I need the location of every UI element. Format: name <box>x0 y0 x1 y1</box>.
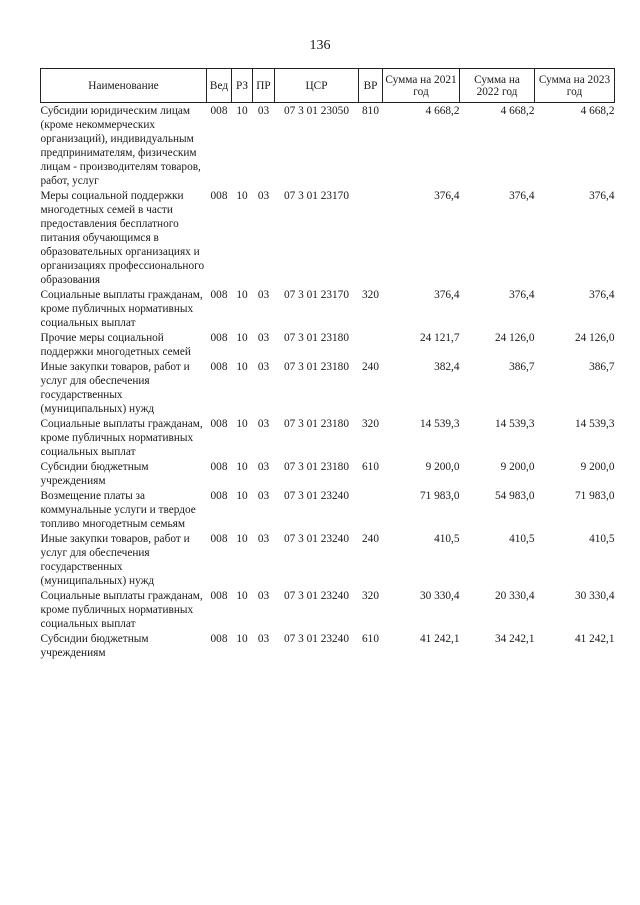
row-csr: 07 3 01 23180 <box>284 418 349 430</box>
row-csr: 07 3 01 23180 <box>284 461 349 473</box>
row-sum-2023: 71 983,0 <box>574 490 615 502</box>
row-sum-2022: 20 330,4 <box>494 590 535 602</box>
row-sum-2022: 376,4 <box>509 190 535 202</box>
header-vr: ВР <box>359 69 383 103</box>
table-row <box>41 330 615 359</box>
table-row <box>41 531 615 588</box>
row-sum-2021: 4 668,2 <box>425 105 460 117</box>
table-row <box>41 188 615 287</box>
row-sum-2023: 410,5 <box>589 533 615 545</box>
row-rz: 10 <box>236 490 248 502</box>
header-csr: ЦСР <box>275 69 359 103</box>
row-csr: 07 3 01 23180 <box>284 332 349 344</box>
row-name: Субсидии бюджетным учреждениям <box>40 633 149 659</box>
row-name: Иные закупки товаров, работ и услуг для обеспечения государственных (муниципальных) нужд <box>40 361 190 415</box>
header-sum-2023: Сумма на 2023 год <box>535 69 615 103</box>
row-sum-2023: 9 200,0 <box>580 461 615 473</box>
row-csr: 07 3 01 23170 <box>284 289 349 301</box>
row-vr <box>359 330 383 359</box>
row-sum-2023: 376,4 <box>589 190 615 202</box>
row-name: Иные закупки товаров, работ и услуг для обеспечения государственных (муниципальных) нужд <box>40 533 190 587</box>
header-name: Наименование <box>41 69 207 103</box>
row-sum-2023: 24 126,0 <box>574 332 615 344</box>
row-vr: 320 <box>362 590 379 602</box>
row-vr: 240 <box>362 361 379 373</box>
row-sum-2022: 410,5 <box>509 533 535 545</box>
row-sum-2023: 30 330,4 <box>574 590 615 602</box>
row-name: Социальные выплаты гражданам, кроме публичных нормативных социальных выплат <box>40 289 203 329</box>
row-ved: 008 <box>210 361 228 373</box>
row-rz: 10 <box>236 190 248 202</box>
row-vr: 320 <box>362 418 379 430</box>
row-pr: 03 <box>257 190 270 202</box>
row-pr: 03 <box>257 332 270 344</box>
row-sum-2022: 54 983,0 <box>494 490 535 502</box>
table-row <box>41 488 615 531</box>
row-name: Социальные выплаты гражданам, кроме публичных нормативных социальных выплат <box>40 418 203 458</box>
row-sum-2022: 14 539,3 <box>494 418 535 430</box>
row-csr: 07 3 01 23180 <box>284 361 349 373</box>
row-pr: 03 <box>257 490 270 502</box>
row-sum-2022: 386,7 <box>509 361 535 373</box>
row-ved: 008 <box>210 190 228 202</box>
row-pr: 03 <box>257 590 270 602</box>
row-sum-2022: 9 200,0 <box>500 461 535 473</box>
row-sum-2023: 14 539,3 <box>574 418 615 430</box>
table-row <box>41 459 615 488</box>
row-sum-2022: 376,4 <box>509 289 535 301</box>
table-row <box>41 631 615 660</box>
row-ved: 008 <box>210 418 228 430</box>
row-pr: 03 <box>257 533 270 545</box>
row-pr: 03 <box>257 105 270 117</box>
row-name: Меры социальной поддержки многодетных семей в части предоставления бесплатного питания обучающимся в образовательных организациях и организациях профессионального образования <box>40 190 205 286</box>
row-csr: 07 3 01 23240 <box>284 490 349 502</box>
table-row <box>41 103 615 189</box>
row-csr: 07 3 01 23240 <box>284 590 349 602</box>
table-header-row <box>41 69 615 103</box>
row-ved: 008 <box>210 533 228 545</box>
table-row <box>41 588 615 631</box>
row-name: Социальные выплаты гражданам, кроме публичных нормативных социальных выплат <box>40 590 203 630</box>
row-sum-2023: 4 668,2 <box>580 105 615 117</box>
row-name: Возмещение платы за коммунальные услуги и твердое топливо многодетным семьям <box>40 490 196 530</box>
row-rz: 10 <box>236 332 248 344</box>
header-sum-2022: Сумма на 2022 год <box>460 69 535 103</box>
row-pr: 03 <box>257 289 270 301</box>
row-rz: 10 <box>236 533 248 545</box>
row-rz: 10 <box>236 418 248 430</box>
row-ved: 008 <box>210 332 228 344</box>
header-ved: Вед <box>207 69 232 103</box>
row-sum-2023: 41 242,1 <box>574 633 615 645</box>
row-rz: 10 <box>236 289 248 301</box>
row-rz: 10 <box>236 105 248 117</box>
row-sum-2021: 41 242,1 <box>419 633 460 645</box>
row-ved: 008 <box>210 289 228 301</box>
row-sum-2023: 376,4 <box>589 289 615 301</box>
row-rz: 10 <box>236 590 248 602</box>
row-sum-2022: 34 242,1 <box>494 633 535 645</box>
row-vr <box>359 188 383 287</box>
header-rz: РЗ <box>232 69 253 103</box>
row-ved: 008 <box>210 461 228 473</box>
row-pr: 03 <box>257 361 270 373</box>
row-vr: 240 <box>362 533 379 545</box>
row-sum-2022: 4 668,2 <box>500 105 535 117</box>
table-row <box>41 416 615 459</box>
row-csr: 07 3 01 23170 <box>284 190 349 202</box>
table-row <box>41 287 615 330</box>
row-ved: 008 <box>210 490 228 502</box>
row-csr: 07 3 01 23240 <box>284 633 349 645</box>
row-sum-2021: 376,4 <box>434 190 460 202</box>
row-sum-2023: 386,7 <box>589 361 615 373</box>
row-sum-2021: 410,5 <box>434 533 460 545</box>
row-sum-2021: 9 200,0 <box>425 461 460 473</box>
row-rz: 10 <box>236 461 248 473</box>
row-sum-2021: 14 539,3 <box>419 418 460 430</box>
row-vr: 610 <box>362 633 379 645</box>
row-sum-2021: 24 121,7 <box>419 332 460 344</box>
row-sum-2021: 382,4 <box>434 361 460 373</box>
row-name: Субсидии юридическим лицам (кроме некоммерческих организаций), индивидуальным предпринимателям, физическим лицам - производителям товаров, работ, услуг <box>40 105 201 187</box>
row-sum-2021: 30 330,4 <box>419 590 460 602</box>
row-vr: 320 <box>362 289 379 301</box>
row-vr: 610 <box>362 461 379 473</box>
budget-table <box>40 68 615 660</box>
row-rz: 10 <box>236 361 248 373</box>
row-ved: 008 <box>210 590 228 602</box>
page-number: 136 <box>309 38 331 53</box>
row-ved: 008 <box>210 633 228 645</box>
row-csr: 07 3 01 23050 <box>284 105 349 117</box>
header-pr: ПР <box>253 69 275 103</box>
row-vr: 810 <box>362 105 379 117</box>
row-sum-2022: 24 126,0 <box>494 332 535 344</box>
header-sum-2021: Сумма на 2021 год <box>383 69 460 103</box>
row-pr: 03 <box>257 461 270 473</box>
row-sum-2021: 376,4 <box>434 289 460 301</box>
row-sum-2021: 71 983,0 <box>419 490 460 502</box>
row-csr: 07 3 01 23240 <box>284 533 349 545</box>
row-name: Прочие меры социальной поддержки многодетных семей <box>40 332 191 358</box>
table-row <box>41 359 615 416</box>
row-pr: 03 <box>257 418 270 430</box>
row-name: Субсидии бюджетным учреждениям <box>40 461 149 487</box>
row-pr: 03 <box>257 633 270 645</box>
row-ved: 008 <box>210 105 228 117</box>
row-rz: 10 <box>236 633 248 645</box>
row-vr <box>359 488 383 531</box>
